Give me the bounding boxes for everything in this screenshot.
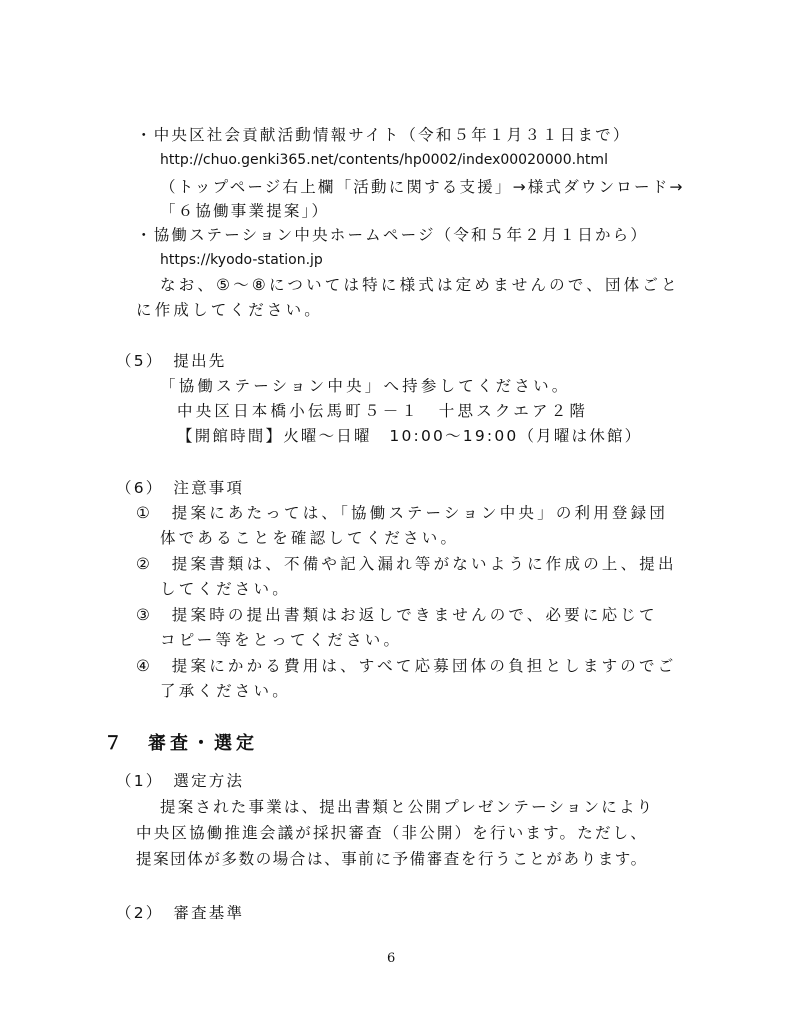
submission-address: 中央区日本橋小伝馬町５－１ 十思スクエア２階 — [177, 402, 589, 420]
notice-2-line1: ② 提案書類は、不備や記入漏れ等がないように作成の上、提出 — [136, 555, 677, 573]
notice-3-line2: コピー等をとってください。 — [160, 631, 403, 649]
section-7-heading: ７ 審査・選定 — [104, 733, 258, 754]
submission-place: 「協働ステーション中央」へ持参してください。 — [160, 377, 571, 395]
opening-hours: 【開館時間】火曜～日曜 10:00～19:00（月曜は休館） — [177, 427, 643, 445]
site-item-kyodo: ・協働ステーション中央ホームページ（令和５年２月１日から） — [136, 226, 649, 244]
notice-3-line1: ③ 提案時の提出書類はお返しできませんので、必要に応じて — [136, 606, 658, 624]
notice-4-line2: 了承ください。 — [160, 682, 291, 700]
site-note-line2: 「６協働事業提案」） — [160, 202, 330, 220]
site-url-kyodo[interactable]: https://kyodo-station.jp — [160, 252, 323, 268]
format-note-line1: なお、⑤～⑧については特に様式は定めませんので、団体ごと — [160, 276, 680, 294]
page-number: 6 — [387, 951, 396, 966]
notice-2-line2: してください。 — [160, 580, 291, 598]
section-5-heading: （5） 提出先 — [116, 352, 227, 370]
site-note-line1: （トップページ右上欄「活動に関する支援」→様式ダウンロード→ — [160, 178, 685, 196]
notice-1-line1: ① 提案にあたっては、「協働ステーション中央」の利用登録団 — [136, 504, 669, 522]
site-url-chuo[interactable]: http://chuo.genki365.net/contents/hp0002/index00020000.html — [160, 152, 608, 168]
notice-4-line1: ④ 提案にかかる費用は、すべて応募団体の負担としますのでご — [136, 657, 677, 675]
site-item-chuo: ・中央区社会貢献活動情報サイト（令和５年１月３１日まで） — [136, 126, 631, 144]
selection-method-line2: 中央区協働推進会議が採択審査（非公開）を行います。ただし、 — [136, 824, 649, 842]
selection-method-heading: （1） 選定方法 — [116, 772, 245, 790]
selection-method-line1: 提案された事業は、提出書類と公開プレゼンテーションにより — [160, 798, 655, 816]
section-6-heading: （6） 注意事項 — [116, 479, 245, 497]
criteria-heading: （2） 審査基準 — [116, 904, 245, 922]
selection-method-line3: 提案団体が多数の場合は、事前に予備審査を行うことがあります。 — [136, 850, 648, 868]
notice-1-line2: 体であることを確認してください。 — [160, 529, 460, 547]
format-note-line2: に作成してください。 — [136, 301, 324, 319]
